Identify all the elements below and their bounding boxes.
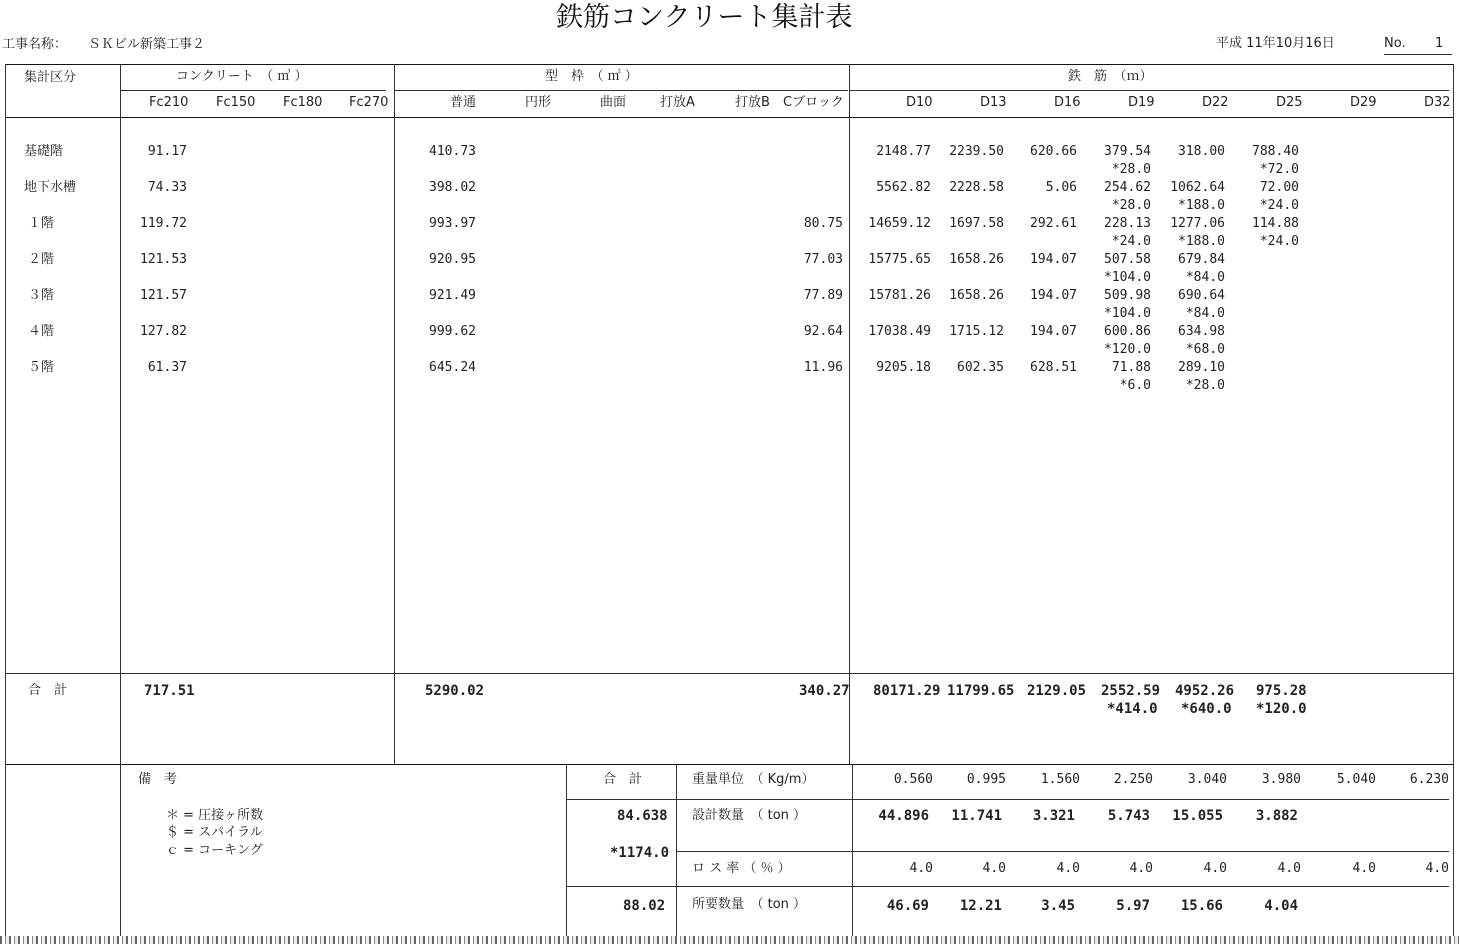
loss-rate-value: 4.0 [909,861,933,876]
col-header-formwork: 打放A [660,95,695,110]
cell-d19s: *28.0 [1111,162,1151,177]
required-qty-value: 12.21 [959,898,1002,914]
design-joints-total: *1174.0 [610,845,670,861]
remark-item: ＄ = スパイラル [166,825,263,840]
cell-cblock: 80.75 [803,216,843,231]
cell-cblock: 11.96 [803,360,843,375]
total-futsu: 5290.02 [425,683,485,699]
col-header-rebar: D16 [1054,95,1081,110]
cell-d19s: *104.0 [1104,306,1151,321]
col-header-formwork: 普通 [450,95,477,110]
unit-weight-value: 0.560 [893,772,933,787]
cell-d19s: *24.0 [1111,234,1151,249]
cell-d22: 634.98 [1178,324,1225,339]
grid-vline [852,764,853,936]
cell-d25s: *24.0 [1259,198,1299,213]
cell-d25s: *24.0 [1259,234,1299,249]
loss-rate-value: 4.0 [1352,861,1376,876]
cell-d13: 602.35 [957,360,1004,375]
loss-rate-value: 4.0 [1056,861,1080,876]
grid-hline [5,117,1454,118]
project-label: 工事名称： [2,37,68,52]
cell-futsu: 645.24 [429,360,476,375]
cell-d19s: *6.0 [1119,378,1151,393]
cell-fc210: 121.53 [140,252,187,267]
cell-fc210: 121.57 [140,288,187,303]
cell-cblock: 77.03 [803,252,843,267]
grid-vline [676,764,677,936]
total-label: 合 計 [28,683,68,698]
cell-d19: 379.54 [1104,144,1151,159]
col-header-concrete: Fc210 [149,95,189,110]
cell-d16: 194.07 [1030,288,1077,303]
header-formwork: 型 枠 （ ㎡ ） [545,69,638,84]
cell-d22: 318.00 [1178,144,1225,159]
unit-weight-value: 3.980 [1261,772,1301,787]
cell-d22s: *68.0 [1185,342,1225,357]
grid-vline [566,764,567,936]
total-d25-joints: *120.0 [1256,701,1307,717]
row-label: １階 [28,216,55,231]
cell-d10: 9205.18 [876,360,931,375]
cell-d22s: *84.0 [1185,270,1225,285]
cell-d13: 2228.58 [949,180,1004,195]
cell-d22s: *84.0 [1185,306,1225,321]
summary-total-label: 合 計 [603,772,643,787]
col-header-concrete: Fc180 [283,95,323,110]
remarks-label: 備 考 [138,772,178,787]
cell-fc210: 119.72 [140,216,187,231]
issue-date: 平成 11年10月16日 [1216,36,1335,51]
cell-d25: 788.40 [1252,144,1299,159]
cell-d19: 509.98 [1104,288,1151,303]
col-header-formwork: Cブロック [783,95,844,110]
cell-fc210: 91.17 [147,144,187,159]
unit-weight-value: 6.230 [1409,772,1449,787]
total-fc210: 717.51 [144,683,195,699]
unit-weight-value: 1.560 [1040,772,1080,787]
cell-d10: 15781.26 [868,288,931,303]
grid-hline [566,799,1449,800]
cell-cblock: 77.89 [803,288,843,303]
grid-vline [394,64,395,764]
design-qty-value: 11.741 [951,808,1002,824]
cell-fc210: 74.33 [147,180,187,195]
unit-weight-value: 0.995 [966,772,1006,787]
loss-rate-label: ロ ス 率 （ ％ ） [692,861,791,876]
total-d19: 2552.59 [1101,683,1161,699]
grid-hline [849,90,1449,91]
cell-d22s: *28.0 [1185,378,1225,393]
cell-d13: 1697.58 [949,216,1004,231]
total-d22: 4952.26 [1175,683,1235,699]
total-d22-joints: *640.0 [1181,701,1232,717]
design-qty-value: 5.743 [1107,808,1150,824]
remark-item: ＊ = 圧接ヶ所数 [166,808,264,823]
design-qty-value: 44.896 [878,808,929,824]
cell-d19: 228.13 [1104,216,1151,231]
cell-d25: 114.88 [1252,216,1299,231]
cell-d22: 289.10 [1178,360,1225,375]
grid-vline [5,64,6,936]
col-header-rebar: D22 [1202,95,1229,110]
row-label: 地下水槽 [24,180,77,195]
cell-d16: 194.07 [1030,252,1077,267]
page-title: 鉄筋コンクリート集計表 [556,2,853,33]
remark-item: ｃ = コーキング [166,843,263,858]
cell-futsu: 999.62 [429,324,476,339]
design-total: 84.638 [617,808,668,824]
row-label: ４階 [28,324,55,339]
col-header-rebar: D32 [1424,95,1451,110]
cell-futsu: 993.97 [429,216,476,231]
cell-d16: 628.51 [1030,360,1077,375]
cell-futsu: 921.49 [429,288,476,303]
required-qty-value: 15.66 [1180,898,1223,914]
grid-vline [849,64,850,764]
grid-hline [5,764,1454,765]
cell-d19: 254.62 [1104,180,1151,195]
header-category: 集計区分 [24,70,77,85]
grid-hline [676,851,1449,852]
design-qty-value: 3.882 [1255,808,1298,824]
required-total: 88.02 [623,898,666,914]
unit-weight-value: 5.040 [1336,772,1376,787]
row-label: ３階 [28,288,55,303]
grid-vline [120,64,121,936]
row-label: ２階 [28,252,55,267]
header-concrete: コンクリート （ ㎥ ） [176,69,308,84]
page-no-label: No. [1384,36,1406,51]
unit-weight-value: 2.250 [1113,772,1153,787]
design-qty-label: 設計数量 （ ton ） [692,808,807,823]
loss-rate-value: 4.0 [1277,861,1301,876]
cell-d13: 1658.26 [949,288,1004,303]
cell-d16: 292.61 [1030,216,1077,231]
header-rebar: 鉄 筋 （ｍ） [1068,69,1153,84]
cell-d22: 1062.64 [1170,180,1225,195]
scan-edge [0,936,1459,944]
project-name: ＳＫビル新築工事２ [88,37,206,52]
loss-rate-value: 4.0 [982,861,1006,876]
required-qty-value: 46.69 [886,898,929,914]
cell-d10: 15775.65 [868,252,931,267]
loss-rate-value: 4.0 [1425,861,1449,876]
col-header-rebar: D29 [1350,95,1377,110]
cell-d22: 1277.06 [1170,216,1225,231]
cell-d13: 1715.12 [949,324,1004,339]
cell-futsu: 920.95 [429,252,476,267]
cell-d16: 194.07 [1030,324,1077,339]
design-qty-value: 15.055 [1172,808,1223,824]
cell-d22s: *188.0 [1178,234,1225,249]
grid-vline [1453,64,1454,936]
col-header-rebar: D13 [980,95,1007,110]
total-d13: 11799.65 [947,683,1015,699]
total-d19-joints: *414.0 [1107,701,1158,717]
cell-futsu: 398.02 [429,180,476,195]
total-cblock: 340.27 [799,683,850,699]
cell-d19s: *104.0 [1104,270,1151,285]
required-qty-value: 3.45 [1041,898,1075,914]
cell-d25: 72.00 [1259,180,1299,195]
grid-hline [5,64,1454,65]
grid-hline [120,90,386,91]
page-no-underline [1384,54,1452,55]
cell-d13: 2239.50 [949,144,1004,159]
cell-cblock: 92.64 [803,324,843,339]
cell-d10: 17038.49 [868,324,931,339]
cell-futsu: 410.73 [429,144,476,159]
required-qty-value: 5.97 [1116,898,1150,914]
cell-d19s: *28.0 [1111,198,1151,213]
required-qty-label: 所要数量 （ ton ） [692,897,807,912]
design-qty-value: 3.321 [1032,808,1075,824]
grid-hline [5,673,1454,674]
col-header-rebar: D25 [1276,95,1303,110]
grid-hline [566,886,1449,887]
cell-d16: 5.06 [1045,180,1077,195]
cell-fc210: 61.37 [147,360,187,375]
cell-d22: 690.64 [1178,288,1225,303]
col-header-rebar: D19 [1128,95,1155,110]
cell-d16: 620.66 [1030,144,1077,159]
row-label: 基礎階 [24,144,64,159]
loss-rate-value: 4.0 [1203,861,1227,876]
cell-d19: 600.86 [1104,324,1151,339]
cell-d19: 71.88 [1111,360,1151,375]
col-header-concrete: Fc150 [216,95,256,110]
page-no-value: 1 [1435,36,1444,51]
total-d25: 975.28 [1256,683,1307,699]
cell-d19: 507.58 [1104,252,1151,267]
col-header-formwork: 曲面 [600,95,627,110]
cell-d19s: *120.0 [1104,342,1151,357]
total-d16: 2129.05 [1027,683,1087,699]
cell-d10: 5562.82 [876,180,931,195]
unit-weight-label: 重量単位 （ Kg/m） [692,772,815,787]
cell-d25s: *72.0 [1259,162,1299,177]
cell-d10: 14659.12 [868,216,931,231]
loss-rate-value: 4.0 [1129,861,1153,876]
unit-weight-value: 3.040 [1187,772,1227,787]
col-header-formwork: 打放B [735,95,770,110]
col-header-concrete: Fc270 [349,95,389,110]
cell-d10: 2148.77 [876,144,931,159]
required-qty-value: 4.04 [1264,898,1298,914]
cell-d22s: *188.0 [1178,198,1225,213]
cell-d13: 1658.26 [949,252,1004,267]
total-d10: 80171.29 [873,683,941,699]
col-header-formwork: 円形 [525,95,552,110]
grid-hline [394,90,848,91]
cell-fc210: 127.82 [140,324,187,339]
cell-d22: 679.84 [1178,252,1225,267]
col-header-rebar: D10 [906,95,933,110]
row-label: ５階 [28,360,55,375]
